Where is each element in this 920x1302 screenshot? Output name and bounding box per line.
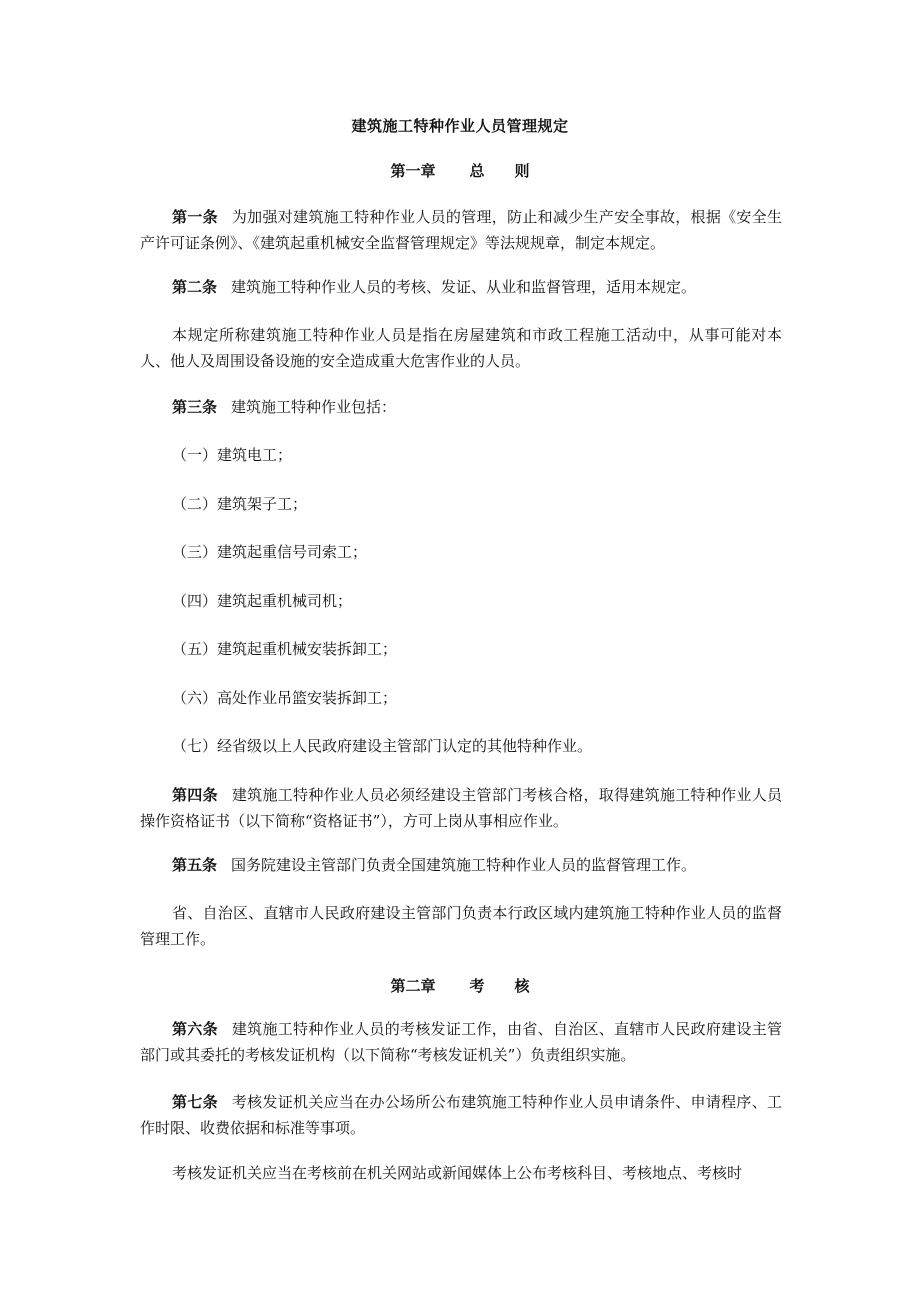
paragraph-text: 建筑施工特种作业人员的考核、发证、从业和监督管理，适用本规定。 — [231, 278, 697, 296]
paragraph-text: 建筑施工特种作业人员必须经建设主管部门考核合格，取得建筑施工特种作业人员操作资格证书（以下简称“资格证书”），方可上岗从事相应作业。 — [140, 786, 782, 830]
paragraph-text: （六）高处作业吊篮安装拆卸工； — [172, 689, 398, 707]
chapter-number: 第一章 — [390, 162, 436, 180]
article-number: 第三条 — [172, 398, 218, 416]
paragraph-text: （七）经省级以上人民政府建设主管部门认定的其他特种作业。 — [172, 737, 593, 755]
paragraph-text: 为加强对建筑施工特种作业人员的管理，防止和减少生产安全事故，根据《安全生产许可证条例》、《建筑起重机械安全监督管理规定》等法规规章，制定本规定。 — [140, 208, 782, 252]
paragraph-text: 国务院建设主管部门负责全国建筑施工特种作业人员的监督管理工作。 — [231, 856, 697, 874]
chapter-name-char: 核 — [514, 977, 530, 995]
paragraph-article-1 — [140, 204, 782, 256]
paragraph-article-6 — [140, 1016, 782, 1068]
chapter-name-char: 则 — [514, 162, 530, 180]
list-item — [140, 733, 782, 759]
paragraph-text: 考核发证机关应当在办公场所公布建筑施工特种作业人员申请条件、申请程序、工作时限、收费依据和标准等事项。 — [140, 1093, 782, 1137]
chapter-heading-2 — [0, 975, 920, 996]
list-item — [140, 442, 782, 468]
paragraph-text: （四）建筑起重机械司机； — [172, 592, 353, 610]
paragraph-article-5 — [140, 852, 782, 878]
article-number: 第二条 — [172, 278, 218, 296]
paragraph-article-7 — [140, 1089, 782, 1141]
article-number: 第七条 — [172, 1093, 218, 1111]
paragraph — [140, 900, 782, 952]
paragraph-article-4 — [140, 782, 782, 834]
paragraph-text: 省、自治区、直辖市人民政府建设主管部门负责本行政区域内建筑施工特种作业人员的监督管理工作。 — [140, 904, 782, 948]
paragraph-article-2 — [140, 274, 782, 300]
paragraph-text: （二）建筑架子工； — [172, 495, 308, 513]
paragraph-article-3 — [140, 394, 782, 420]
list-item — [140, 685, 782, 711]
article-number: 第六条 — [172, 1020, 218, 1038]
list-item — [140, 588, 782, 614]
paragraph-text: 考核发证机关应当在考核前在机关网站或新闻媒体上公布考核科目、考核地点、考核时 — [172, 1164, 743, 1182]
chapter-name-char: 总 — [469, 162, 485, 180]
paragraph-text: （五）建筑起重机械安装拆卸工； — [172, 640, 398, 658]
list-item — [140, 539, 782, 565]
list-item — [140, 636, 782, 662]
paragraph — [140, 322, 782, 374]
paragraph-text: 本规定所称建筑施工特种作业人员是指在房屋建筑和市政工程施工活动中，从事可能对本人、他人及周围设备设施的安全造成重大危害作业的人员。 — [140, 326, 782, 370]
paragraph-text: （三）建筑起重信号司索工； — [172, 543, 368, 561]
paragraph-text: 建筑施工特种作业包括： — [231, 398, 397, 416]
article-number: 第一条 — [172, 208, 218, 226]
list-item — [140, 491, 782, 517]
chapter-heading-1 — [0, 160, 920, 181]
paragraph-text: （一）建筑电工； — [172, 446, 293, 464]
paragraph — [140, 1160, 782, 1186]
article-number: 第五条 — [172, 856, 218, 874]
article-number: 第四条 — [172, 786, 218, 804]
chapter-name-char: 考 — [469, 977, 485, 995]
document-title: 建筑施工特种作业人员管理规定 — [351, 117, 569, 135]
paragraph-text: 建筑施工特种作业人员的考核发证工作，由省、自治区、直辖市人民政府建设主管部门或其委托的考核发证机构（以下简称“考核发证机关”）负责组织实施。 — [140, 1020, 782, 1064]
chapter-number: 第二章 — [390, 977, 436, 995]
